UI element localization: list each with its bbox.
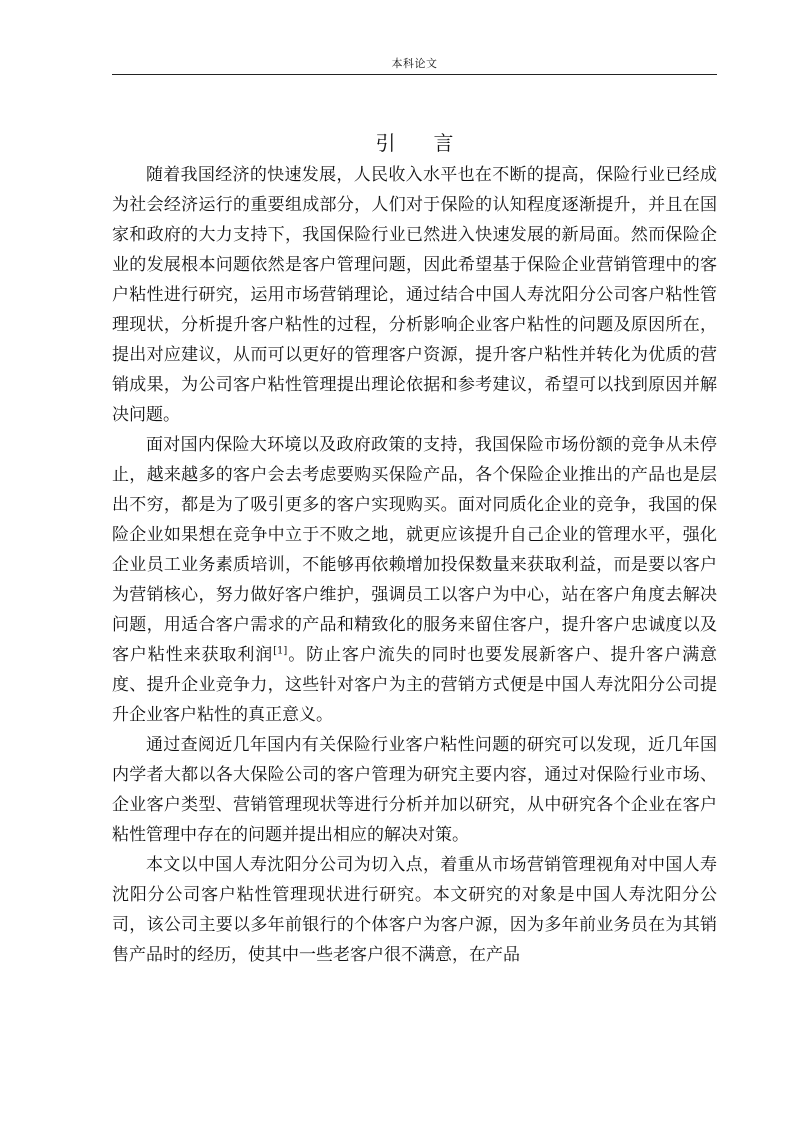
- section-title: 引言: [375, 131, 492, 155]
- header-text: 本科论文: [391, 57, 438, 70]
- paragraph-2-part-1: 面对国内保险大环境以及政府政策的支持，我国保险市场份额的竞争从未停止，越来越多的客户会去考虑要购买保险产品，各个保险企业推出的产品也是层出不穷，都是为了吸引更多的客户实现购买。面对同质化企业的竞争，我国的保险企业如果想在竞争中立于不败之地，就更应该提升自己企业的管理水平，强化企业员工业务素质培训，不能够再依赖增加投保数量来获取利益，而是要以客户为营销核心，努力做好客户维护，强调员工以客户为中心，站在客户角度去解决问题，用适合客户需求的产品和精致化的服务来留住客户，提升客户忠诚度以及客户粘性来获取利润: [112, 435, 717, 665]
- paragraph-4: 本文以中国人寿沈阳分公司为切入点，着重从市场营销管理视角对中国人寿沈阳分公司客户粘性管理现状进行研究。本文研究的对象是中国人寿沈阳分公司，该公司主要以多年前银行的个体客户为客户源，因为多年前业务员在为其销售产品时的经历，使其中一些老客户很不满意，在产品: [112, 855, 717, 965]
- body-text: [112, 160, 717, 970]
- paragraph-2: [112, 430, 717, 730]
- running-header: [112, 52, 717, 75]
- paragraph-3: 通过查阅近几年国内有关保险行业客户粘性问题的研究可以发现，近几年国内学者大都以各大保险公司的客户管理为研究主要内容，通过对保险行业市场、企业客户类型、营销管理现状等进行分析并加以研究，从中研究各个企业在客户粘性管理中存在的问题并提出相应的解决对策。: [112, 735, 717, 845]
- paragraph-2-part-2: 。防止客户流失的同时也要发展新客户、提升客户满意度、提升企业竞争力，这些针对客户为主的营销方式便是中国人寿沈阳分公司提升企业客户粘性的真正意义。: [112, 645, 718, 725]
- citation-marker[interactable]: [1]: [273, 645, 288, 657]
- paragraph-1: 随着我国经济的快速发展，人民收入水平也在不断的提高，保险行业已经成为社会经济运行的重要组成部分，人们对于保险的认知程度逐渐提升，并且在国家和政府的大力支持下，我国保险行业已然进入快速发展的新局面。然而保险企业的发展根本问题依然是客户管理问题，因此希望基于保险企业营销管理中的客户粘性进行研究，运用市场营销理论，通过结合中国人寿沈阳分公司客户粘性管理现状，分析提升客户粘性的过程，分析影响企业客户粘性的问题及原因所在，提出对应建议，从而可以更好的管理客户资源，提升客户粘性并转化为优质的营销成果，为公司客户粘性管理提出理论依据和参考建议，希望可以找到原因并解决问题。: [112, 165, 717, 425]
